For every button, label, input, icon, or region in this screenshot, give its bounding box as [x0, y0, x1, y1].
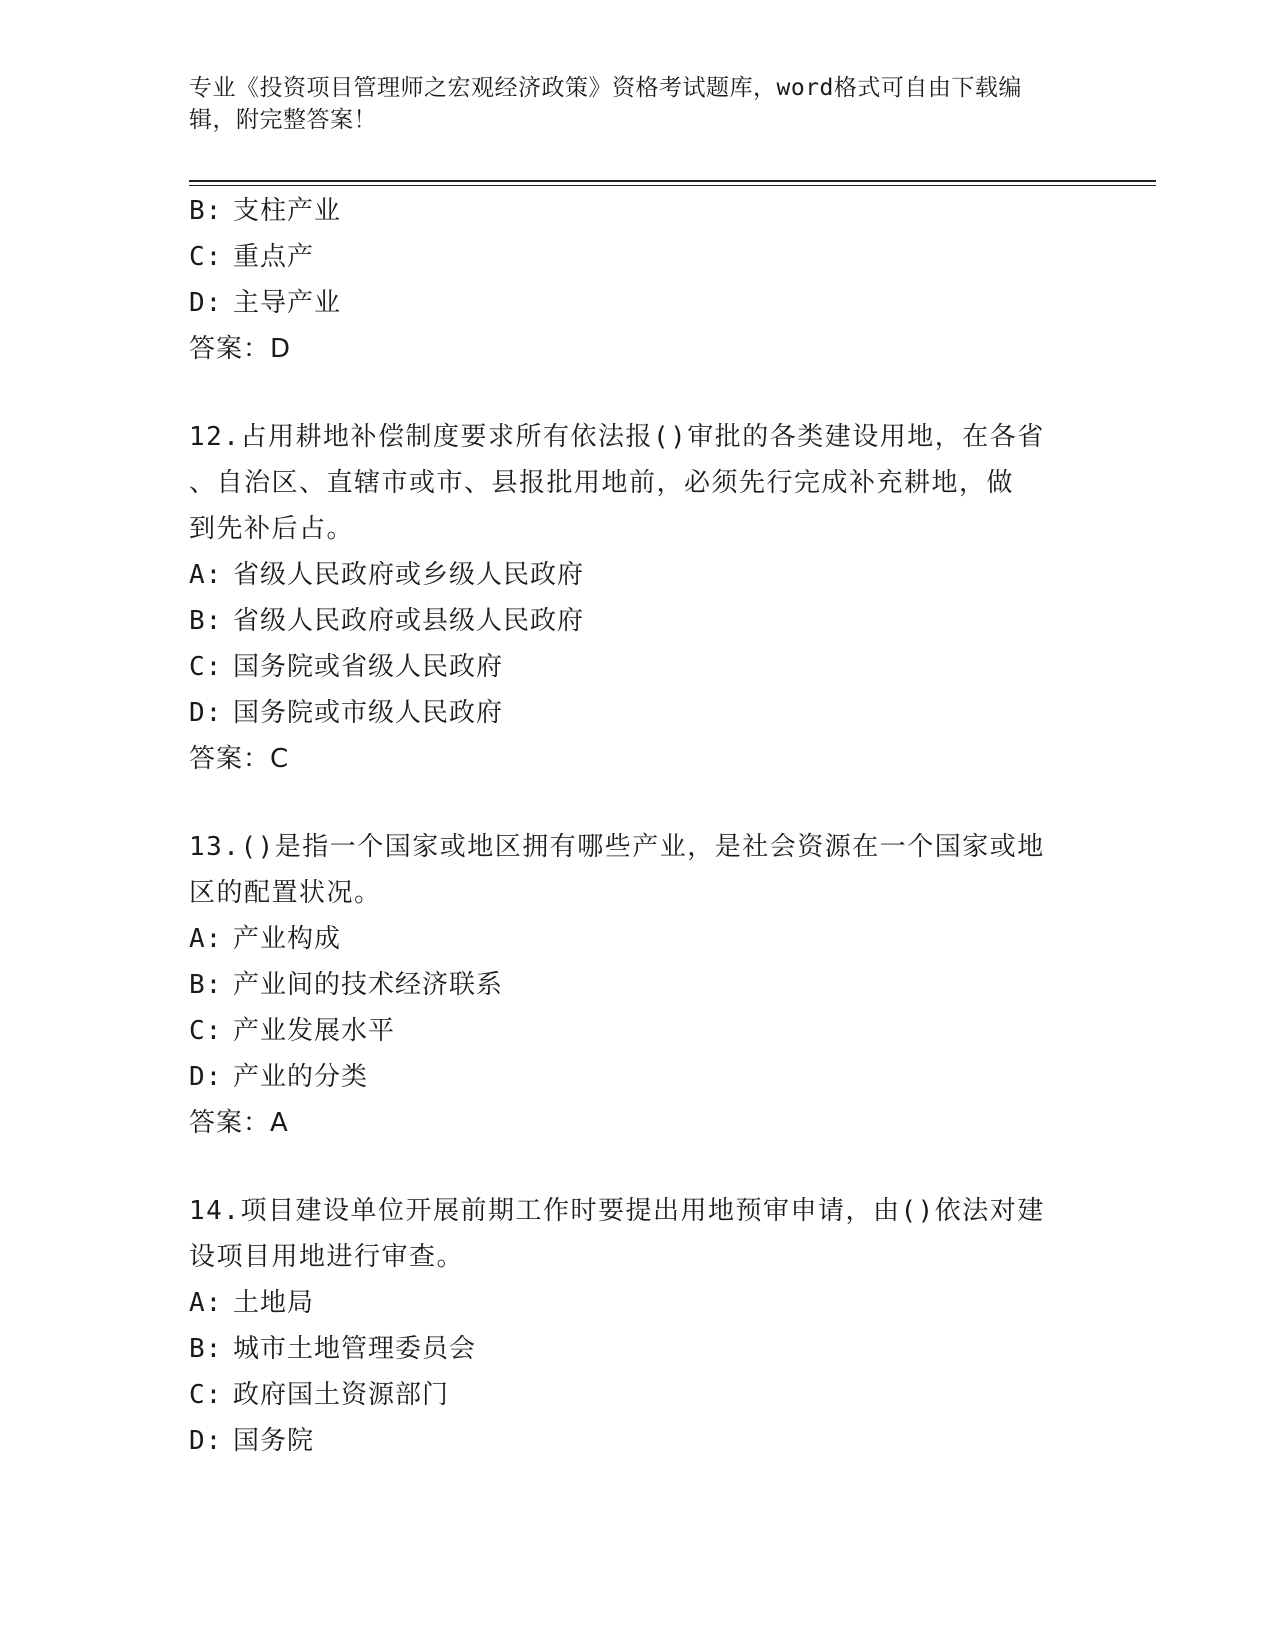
question-stem-line: 设项目用地进行审查。 — [189, 1242, 465, 1272]
option-key: A: — [189, 1288, 223, 1318]
option-c — [189, 1372, 1089, 1418]
question-stem-line: 12.占用耕地补偿制度要求所有依法报()审批的各类建设用地，在各省 — [189, 422, 1045, 452]
option-text: 产业间的技术经济联系 — [233, 970, 504, 1000]
option-text: 支柱产业 — [233, 196, 342, 226]
option-text: 国务院 — [233, 1426, 315, 1456]
header-divider-thin — [189, 185, 1156, 186]
option-text: 省级人民政府或乡级人民政府 — [233, 560, 585, 590]
option-key: B: — [189, 196, 223, 226]
answer-line: 答案：A — [189, 1108, 289, 1138]
header-line-1: 专业《投资项目管理师之宏观经济政策》资格考试题库，word格式可自由下载编 — [189, 75, 1022, 101]
option-key: D: — [189, 698, 223, 728]
option-b — [189, 1326, 1089, 1372]
question-13 — [189, 824, 1089, 1146]
option-c — [189, 1008, 1089, 1054]
option-text: 产业发展水平 — [233, 1016, 396, 1046]
option-text: 土地局 — [233, 1288, 315, 1318]
option-text: 产业构成 — [233, 924, 342, 954]
option-a — [189, 552, 1089, 598]
carryover-block — [189, 188, 1089, 372]
option-b — [189, 598, 1089, 644]
option-key: C: — [189, 1016, 223, 1046]
option-text: 国务院或市级人民政府 — [233, 698, 504, 728]
option-text: 省级人民政府或县级人民政府 — [233, 606, 585, 636]
question-stem-line: 13.()是指一个国家或地区拥有哪些产业，是社会资源在一个国家或地 — [189, 832, 1045, 862]
option-key: D: — [189, 288, 223, 318]
page-header — [189, 72, 1089, 136]
answer-line: 答案：C — [189, 744, 290, 774]
answer-line: 答案：D — [189, 334, 292, 364]
option-key: C: — [189, 652, 223, 682]
option-b — [189, 188, 1089, 234]
question-12 — [189, 414, 1089, 782]
option-text: 政府国土资源部门 — [233, 1380, 450, 1410]
option-d — [189, 1054, 1089, 1100]
option-key: C: — [189, 242, 223, 272]
option-text: 产业的分类 — [233, 1062, 369, 1092]
option-d — [189, 280, 1089, 326]
question-body — [189, 188, 1089, 1464]
option-b — [189, 962, 1089, 1008]
option-key: B: — [189, 606, 223, 636]
option-text: 城市土地管理委员会 — [233, 1334, 477, 1364]
option-a — [189, 916, 1089, 962]
question-stem-line: 到先补后占。 — [189, 514, 355, 544]
option-text: 重点产 — [233, 242, 315, 272]
header-line-2: 辑，附完整答案！ — [189, 107, 377, 133]
option-a — [189, 1280, 1089, 1326]
option-key: D: — [189, 1062, 223, 1092]
option-text: 国务院或省级人民政府 — [233, 652, 504, 682]
option-key: B: — [189, 970, 223, 1000]
option-c — [189, 644, 1089, 690]
question-stem-line: 14.项目建设单位开展前期工作时要提出用地预审申请，由()依法对建 — [189, 1196, 1045, 1226]
option-key: D: — [189, 1426, 223, 1456]
option-key: A: — [189, 560, 223, 590]
option-d — [189, 1418, 1089, 1464]
option-key: A: — [189, 924, 223, 954]
option-text: 主导产业 — [233, 288, 342, 318]
option-key: C: — [189, 1380, 223, 1410]
question-stem-line: 、自治区、直辖市或市、县报批用地前，必须先行完成补充耕地，做 — [189, 468, 1015, 498]
question-stem-line: 区的配置状况。 — [189, 878, 382, 908]
option-d — [189, 690, 1089, 736]
question-14 — [189, 1188, 1089, 1464]
option-c — [189, 234, 1089, 280]
option-key: B: — [189, 1334, 223, 1364]
header-divider-thick — [189, 180, 1156, 182]
